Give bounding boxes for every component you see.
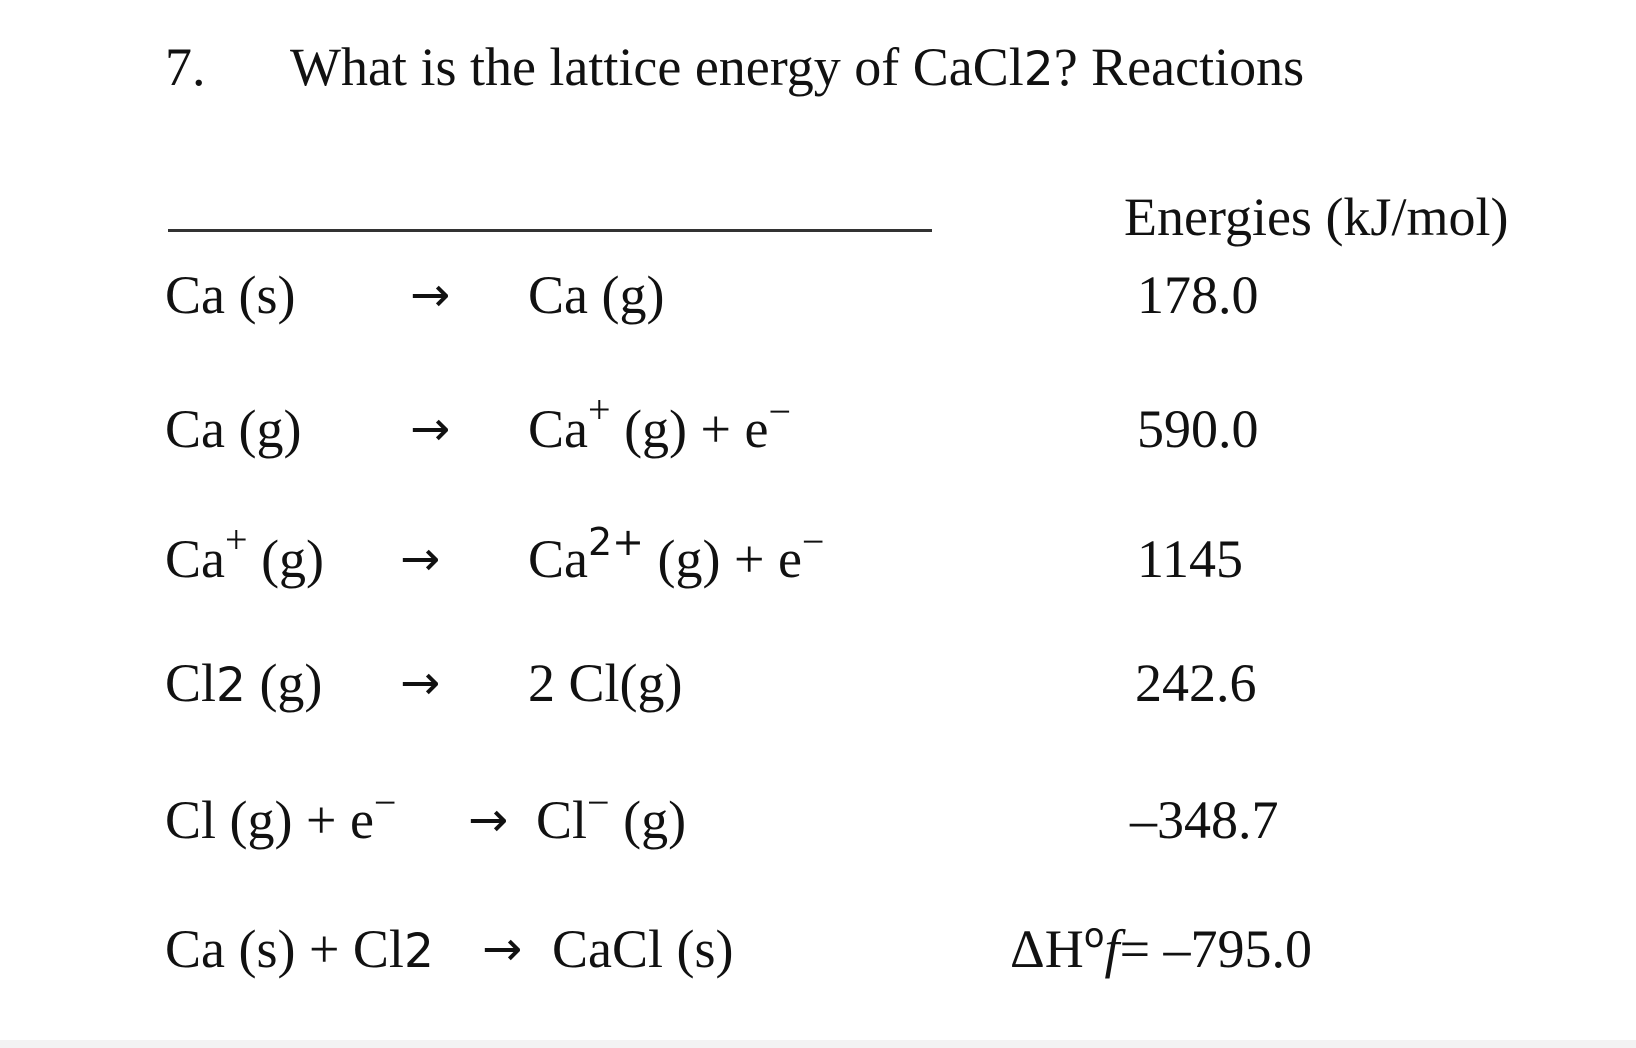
row5-reactant — [165, 780, 397, 850]
row4-reactant — [165, 653, 323, 713]
row1-reactant: Ca (s) — [165, 265, 296, 325]
row3-product — [528, 519, 825, 589]
row5-electron-charge: − — [373, 780, 397, 825]
row6-arrow-icon: → — [482, 921, 523, 977]
question-text — [290, 37, 1305, 97]
row4-reactant-rest: (g) — [245, 653, 323, 713]
row3-arrow-icon: → — [400, 531, 441, 587]
row5-reactant-base: Cl (g) + e — [165, 790, 374, 850]
question-number: 7. — [165, 37, 206, 97]
row4-reactant-subscript: 2 — [216, 658, 246, 713]
row2-product-base: Ca — [528, 399, 588, 459]
row3-reactant — [165, 517, 325, 589]
row5-product-base: Cl — [536, 790, 588, 850]
reactions-header-rule — [168, 229, 932, 232]
row5-product — [536, 780, 687, 850]
row6-energy-value: = –795.0 — [1119, 919, 1313, 979]
row4-reactant-base: Cl — [165, 653, 217, 713]
row6-reactant-subscript: 2 — [403, 924, 434, 979]
row2-reactant: Ca (g) — [165, 399, 302, 459]
row6-reactant-base: Ca (s) + Cl — [165, 919, 404, 979]
row5-energy: –348.7 — [1130, 790, 1279, 850]
row4-product: 2 Cl(g) — [528, 653, 683, 713]
row2-product-charge: + — [588, 387, 611, 432]
row6-reactant — [165, 919, 434, 979]
row6-product: CaCl (s) — [552, 919, 734, 979]
row1-product: Ca (g) — [528, 265, 665, 325]
question-text-after: ? Reactions — [1053, 37, 1305, 97]
row2-product-rest: (g) + e — [610, 399, 769, 459]
row2-energy: 590.0 — [1137, 399, 1259, 459]
page-bottom-strip — [0, 1040, 1636, 1048]
row3-reactant-charge: + — [225, 517, 248, 562]
question-subscript: 2 — [1023, 42, 1054, 97]
row3-product-charge: 2+ — [588, 520, 645, 564]
row2-electron-charge: − — [768, 389, 792, 434]
row5-product-charge: − — [587, 780, 610, 825]
row5-arrow-icon: → — [468, 792, 509, 848]
row4-energy: 242.6 — [1135, 653, 1257, 713]
row6-energy-degree: o — [1083, 916, 1105, 956]
row2-product — [528, 387, 792, 459]
row1-energy: 178.0 — [1137, 265, 1259, 325]
row6-energy-f: f — [1104, 919, 1120, 979]
row3-reactant-rest: (g) — [247, 529, 325, 589]
row5-product-rest: (g) — [609, 790, 687, 850]
question-text-before: What is the lattice energy of CaCl — [290, 37, 1024, 97]
energies-header: Energies (kJ/mol) — [1124, 187, 1509, 247]
row3-product-base: Ca — [528, 529, 588, 589]
row3-electron-charge: − — [801, 519, 825, 564]
row6-energy — [1010, 916, 1313, 979]
row3-product-rest: (g) + e — [644, 529, 802, 589]
row4-arrow-icon: → — [400, 655, 441, 711]
row3-energy: 1145 — [1137, 529, 1243, 589]
row1-arrow-icon: → — [410, 267, 451, 323]
row2-arrow-icon: → — [410, 401, 451, 457]
row3-reactant-base: Ca — [165, 529, 225, 589]
row6-energy-prefix: ΔH — [1010, 919, 1084, 979]
